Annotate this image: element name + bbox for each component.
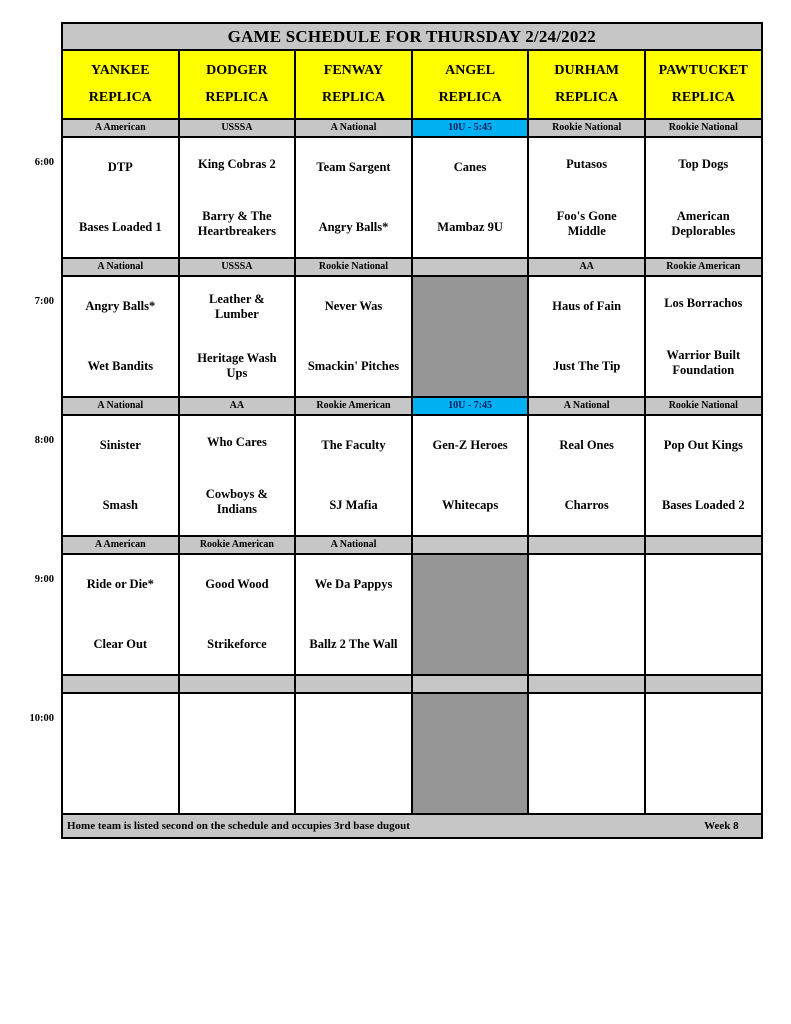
footer-gutter (8, 814, 62, 838)
field-name: ANGEL (445, 63, 495, 79)
week-label: Week 8 (704, 820, 739, 832)
team-name: Putasos (566, 156, 608, 171)
division-cell (412, 536, 529, 554)
team-name: Leather & Lumber (209, 291, 265, 321)
matchup (66, 416, 175, 535)
team-name: Angry Balls* (85, 299, 156, 314)
field-suffix: REPLICA (88, 89, 152, 105)
team-name: SJ Mafia (329, 497, 378, 512)
field-suffix: REPLICA (321, 89, 385, 105)
division-cell (62, 675, 179, 693)
team-name: Warrior Built Foundation (666, 347, 741, 377)
footer-bar (62, 814, 762, 838)
team-name: Real Ones (559, 438, 614, 453)
field-suffix: REPLICA (438, 89, 502, 105)
field-header-yankee (62, 50, 179, 119)
game-cell (179, 554, 296, 675)
time-label: 7:00 (8, 276, 62, 397)
team-name: Bases Loaded 1 (78, 219, 162, 234)
matchup (299, 138, 408, 257)
matchup (532, 138, 641, 257)
page-title: GAME SCHEDULE FOR THURSDAY 2/24/2022 (62, 23, 762, 50)
division-cell: USSSA (179, 258, 296, 276)
division-cell: Rookie American (179, 536, 296, 554)
team-name: Angry Balls* (318, 219, 389, 234)
division-cell (528, 675, 645, 693)
matchup (532, 694, 641, 813)
game-row (8, 415, 762, 536)
team-name: Clear Out (93, 636, 148, 651)
game-cell (645, 415, 762, 536)
team-name: Ride or Die* (86, 577, 154, 592)
game-cell (295, 276, 412, 397)
team-name: Wet Bandits (87, 358, 154, 373)
division-cell: A National (62, 397, 179, 415)
blocked-cell (412, 693, 529, 814)
team-name: DTP (107, 160, 133, 175)
matchup (66, 277, 175, 396)
matchup (66, 555, 175, 674)
time-gutter (8, 258, 62, 276)
game-cell (295, 554, 412, 675)
game-cell (412, 137, 529, 258)
division-cell: Rookie National (645, 397, 762, 415)
division-cell (528, 536, 645, 554)
game-cell (295, 415, 412, 536)
division-cell-highlight: 10U - 7:45 (412, 397, 529, 415)
field-name: DURHAM (554, 63, 619, 79)
title-row (8, 23, 762, 50)
division-cell (645, 675, 762, 693)
time-label: 8:00 (8, 415, 62, 536)
division-cell-highlight: 10U - 5:45 (412, 119, 529, 137)
team-name: The Faculty (321, 438, 386, 453)
team-name: Whitecaps (441, 497, 499, 512)
division-cell: Rookie National (645, 119, 762, 137)
game-cell (179, 693, 296, 814)
game-cell (528, 693, 645, 814)
matchup (532, 555, 641, 674)
game-row (8, 693, 762, 814)
team-name: Smackin' Pitches (307, 358, 400, 373)
division-row (8, 536, 762, 554)
division-cell: A National (528, 397, 645, 415)
division-row (8, 397, 762, 415)
division-cell: Rookie National (528, 119, 645, 137)
time-label: 9:00 (8, 554, 62, 675)
game-cell (295, 693, 412, 814)
team-name: Bases Loaded 2 (661, 497, 745, 512)
footer-row (8, 814, 762, 838)
team-name: King Cobras 2 (197, 156, 276, 171)
game-row (8, 276, 762, 397)
team-name: Heritage Wash Ups (197, 351, 277, 381)
team-name: Foo's Gone Middle (556, 208, 617, 238)
team-name: We Da Pappys (314, 577, 393, 592)
division-cell: A National (295, 536, 412, 554)
time-gutter (8, 397, 62, 415)
matchup (299, 277, 408, 396)
game-cell (412, 415, 529, 536)
game-row (8, 554, 762, 675)
team-name: Charros (564, 497, 609, 512)
time-gutter (8, 119, 62, 137)
time-label: 6:00 (8, 137, 62, 258)
division-row (8, 675, 762, 693)
matchup (66, 694, 175, 813)
matchup (66, 138, 175, 257)
matchup (532, 277, 641, 396)
division-cell: Rookie National (295, 258, 412, 276)
field-name: PAWTUCKET (658, 63, 748, 79)
division-cell: AA (179, 397, 296, 415)
matchup (183, 138, 292, 257)
division-cell: USSSA (179, 119, 296, 137)
team-name: Team Sargent (316, 160, 391, 175)
division-cell: A American (62, 119, 179, 137)
division-cell: Rookie American (295, 397, 412, 415)
game-cell (645, 554, 762, 675)
team-name: Pop Out Kings (663, 438, 743, 453)
division-cell (179, 675, 296, 693)
matchup (649, 277, 758, 396)
matchup (183, 416, 292, 535)
team-name: Just The Tip (552, 358, 621, 373)
division-row (8, 119, 762, 137)
blocked-cell (412, 276, 529, 397)
division-cell: AA (528, 258, 645, 276)
blocked-cell (412, 554, 529, 675)
game-cell (645, 693, 762, 814)
matchup (416, 138, 525, 257)
division-row (8, 258, 762, 276)
time-label: 10:00 (8, 693, 62, 814)
division-cell: A American (62, 536, 179, 554)
matchup (299, 416, 408, 535)
field-name: DODGER (206, 63, 268, 79)
field-suffix: REPLICA (555, 89, 619, 105)
team-name: Gen-Z Heroes (432, 438, 508, 453)
game-cell (295, 137, 412, 258)
field-header-pawtucket (645, 50, 762, 119)
division-cell (645, 536, 762, 554)
team-name: Strikeforce (207, 636, 267, 651)
matchup (649, 416, 758, 535)
team-name: Top Dogs (678, 156, 729, 171)
team-name: Haus of Fain (552, 299, 622, 314)
team-name: Cowboys & Indians (205, 486, 268, 516)
team-name: Never Was (324, 299, 383, 314)
field-header-angel (412, 50, 529, 119)
field-name: YANKEE (90, 63, 150, 79)
matchup (183, 694, 292, 813)
field-header-fenway (295, 50, 412, 119)
time-gutter (8, 675, 62, 693)
game-cell (62, 554, 179, 675)
schedule-table (8, 22, 763, 839)
time-gutter (8, 536, 62, 554)
matchup (299, 555, 408, 674)
division-cell (412, 258, 529, 276)
field-header-dodger (179, 50, 296, 119)
game-row (8, 137, 762, 258)
division-cell: A National (62, 258, 179, 276)
field-suffix: REPLICA (671, 89, 735, 105)
game-cell (528, 137, 645, 258)
team-name: Los Borrachos (664, 295, 743, 310)
matchup (183, 555, 292, 674)
team-name: Ballz 2 The Wall (309, 636, 398, 651)
field-header-row (8, 50, 762, 119)
game-cell (62, 693, 179, 814)
team-name: Barry & The Heartbreakers (197, 208, 276, 238)
footer-note: Home team is listed second on the schedule and occupies 3rd base dugout (67, 820, 410, 832)
title-gutter (8, 23, 62, 50)
division-cell (412, 675, 529, 693)
game-cell (528, 554, 645, 675)
game-cell (528, 415, 645, 536)
division-cell (295, 675, 412, 693)
field-name: FENWAY (323, 63, 384, 79)
matchup (416, 416, 525, 535)
matchup (649, 138, 758, 257)
game-cell (179, 276, 296, 397)
matchup (183, 277, 292, 396)
header-gutter (8, 50, 62, 119)
game-cell (62, 415, 179, 536)
matchup (649, 555, 758, 674)
division-cell: Rookie American (645, 258, 762, 276)
game-cell (62, 276, 179, 397)
division-cell: A National (295, 119, 412, 137)
field-suffix: REPLICA (205, 89, 269, 105)
team-name: American Deplorables (671, 208, 736, 238)
game-cell (645, 137, 762, 258)
team-name: Sinister (99, 438, 141, 453)
team-name: Smash (102, 497, 139, 512)
game-cell (179, 137, 296, 258)
matchup (299, 694, 408, 813)
matchup (532, 416, 641, 535)
team-name: Mambaz 9U (437, 219, 503, 234)
team-name: Canes (453, 160, 487, 175)
field-header-durham (528, 50, 645, 119)
game-cell (62, 137, 179, 258)
game-cell (645, 276, 762, 397)
matchup (649, 694, 758, 813)
team-name: Who Cares (206, 434, 267, 449)
game-cell (179, 415, 296, 536)
schedule-body (8, 119, 762, 814)
team-name: Good Wood (205, 577, 269, 592)
game-cell (528, 276, 645, 397)
